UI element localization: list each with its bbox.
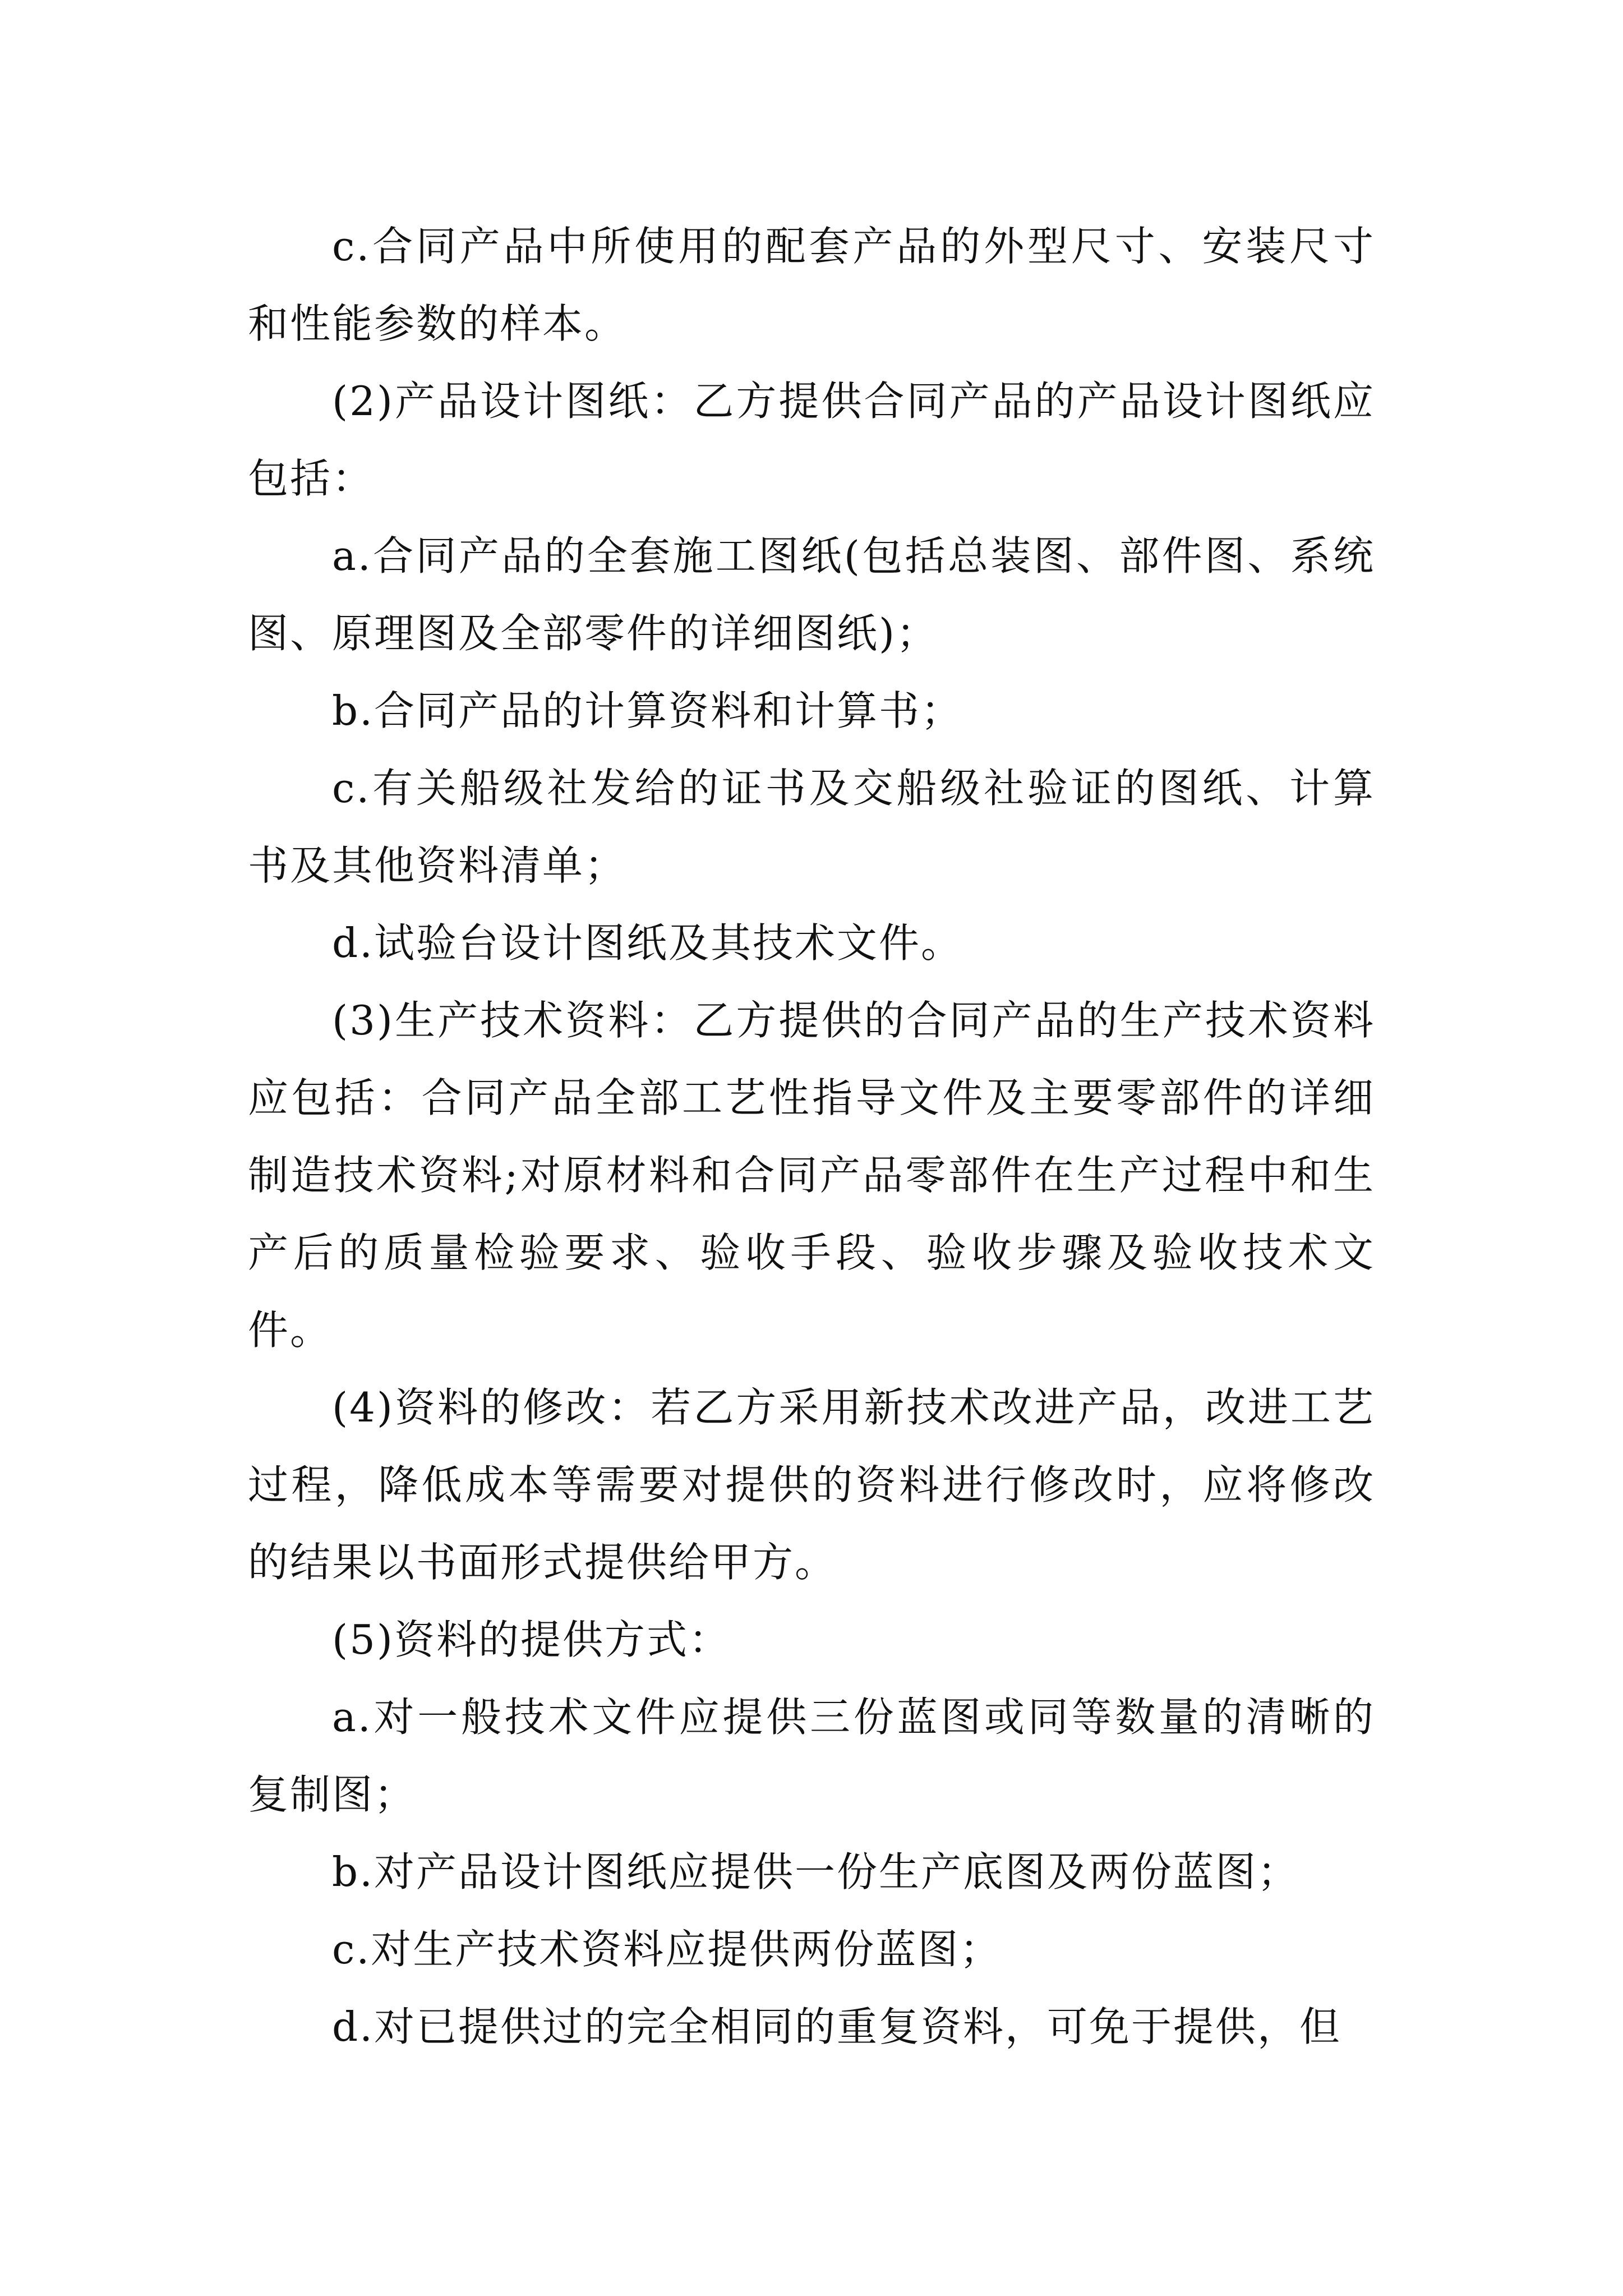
paragraph-test-bench: d.试验台设计图纸及其技术文件。: [332, 919, 963, 967]
paragraph-classification-certificates: c.有关船级社发给的证书及交船级社验证的图纸、计算书及其他资料清单；: [248, 765, 1375, 889]
paragraph-construction-drawings: a.合同产品的全套施工图纸(包括总装图、部件图、系统图、原理图及全部零件的详细图纸)；: [248, 532, 1375, 657]
paragraph-production-technical-data: (3)生产技术资料：乙方提供的合同产品的生产技术资料应包括：合同产品全部工艺性指导文件及主要零部件的详细制造技术资料;对原材料和合同产品零部件在生产过程中和生产后的质量检验要求、验收手段、验收步骤及验收技术文件。: [248, 997, 1375, 1354]
paragraph-data-modification: (4)资料的修改：若乙方采用新技术改进产品，改进工艺过程，降低成本等需要对提供的资料进行修改时，应将修改的结果以书面形式提供给甲方。: [248, 1384, 1375, 1586]
paragraph-general-docs: a.对一般技术文件应提供三份蓝图或同等数量的清晰的复制图；: [248, 1694, 1375, 1818]
paragraph-sample-specs: c.合同产品中所使用的配套产品的外型尺寸、安装尺寸和性能参数的样本。: [248, 223, 1375, 347]
paragraph-delivery-method: (5)资料的提供方式：: [332, 1616, 731, 1663]
paragraph-design-drawings: (2)产品设计图纸：乙方提供合同产品的产品设计图纸应包括：: [248, 378, 1375, 502]
paragraph-calculations: b.合同产品的计算资料和计算书；: [332, 687, 963, 734]
paragraph-design-drawing-copies: b.对产品设计图纸应提供一份生产底图及两份蓝图；: [332, 1848, 1299, 1895]
paragraph-duplicate-data: d.对已提供过的完全相同的重复资料，可免于提供，但: [332, 2003, 1341, 2050]
document-body: [248, 208, 1375, 2065]
paragraph-production-data-copies: c.对生产技术资料应提供两份蓝图；: [332, 1926, 1002, 1973]
